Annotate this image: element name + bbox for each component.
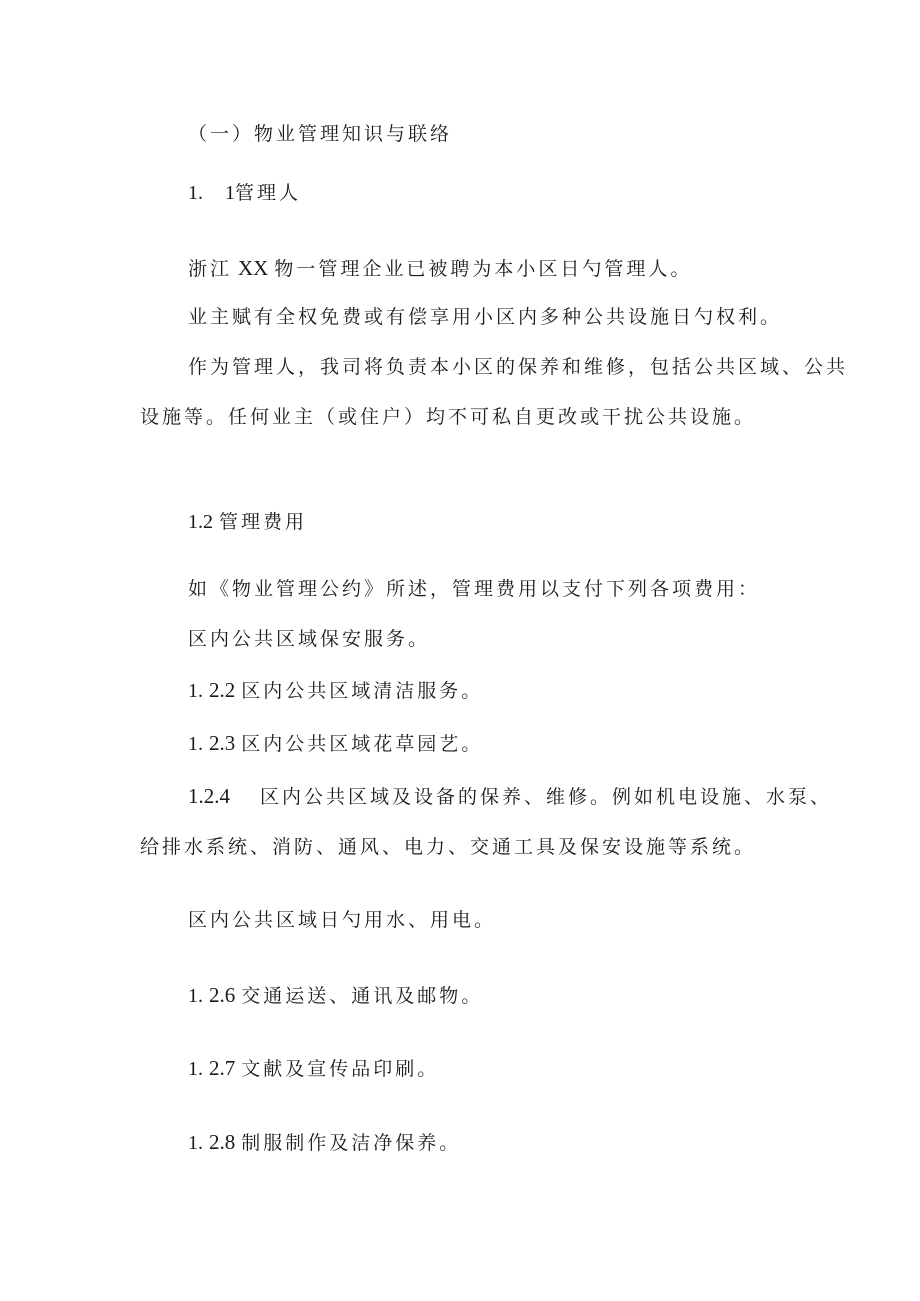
paragraph-text: 作为管理人，我司将负责本小区的保养和维修，包括公共区域、公共	[188, 356, 849, 378]
list-item-text: 区内公共区域清洁服务。	[241, 680, 484, 702]
list-item-text: 区内公共区域日勺用水、用电。	[188, 909, 497, 931]
list-item-prefix: 1.	[188, 680, 203, 702]
section-title-text: （一）物业管理知识与联络	[188, 123, 453, 145]
paragraph-duties-line1	[188, 355, 848, 379]
list-item	[188, 1056, 439, 1081]
list-item-number: 2.6	[209, 983, 236, 1007]
list-item-prefix: 1.	[188, 1058, 203, 1080]
company-placeholder: XX	[238, 256, 269, 280]
list-item-number: 2.2	[209, 678, 236, 702]
paragraph-rights	[188, 305, 782, 329]
list-item	[188, 627, 430, 651]
list-item-prefix: 1.	[188, 733, 203, 755]
list-item	[188, 983, 483, 1008]
list-item-prefix: 1.	[188, 985, 203, 1007]
list-item-text: 区内公共区域及设备的保养、维修。例如机电设施、水泵、	[260, 786, 833, 808]
list-item	[188, 784, 832, 809]
fees-intro	[188, 577, 760, 601]
paragraph-duties-line2	[140, 405, 756, 429]
list-item-text: 文献及宣传品印刷。	[241, 1058, 440, 1080]
paragraph-text: 如《物业管理公约》所述，管理费用以支付下列各项费用：	[188, 578, 761, 600]
heading-title: 管理人	[235, 182, 302, 204]
paragraph-text: 物一管理企业已被聘为本小区日勺管理人。	[274, 258, 693, 280]
list-item	[188, 678, 483, 703]
list-item	[188, 731, 483, 756]
heading-number: 1.	[188, 182, 203, 204]
list-item-continuation	[140, 835, 756, 859]
list-item	[188, 908, 496, 932]
list-item-text: 交通运送、通讯及邮物。	[241, 985, 484, 1007]
paragraph-text: 浙江	[188, 258, 233, 280]
list-item	[188, 1130, 461, 1155]
list-item-text: 区内公共区域花草园艺。	[241, 733, 484, 755]
list-item-prefix: 1.	[188, 1132, 203, 1154]
list-item-text: 给排水系统、消防、通风、电力、交通工具及保安设施等系统。	[140, 836, 757, 858]
paragraph-manager	[188, 256, 692, 281]
paragraph-text: 业主赋有全权免费或有偿享用小区内多种公共设施日勺权利。	[188, 306, 783, 328]
paragraph-text: 设施等。任何业主（或住户）均不可私自更改或干扰公共设施。	[140, 406, 757, 428]
heading-number: 1	[225, 182, 235, 204]
list-item-number: 2.3	[209, 731, 236, 755]
heading-1-1	[188, 181, 301, 205]
heading-number: 1.2	[188, 511, 213, 533]
list-item-number: 2.8	[209, 1130, 236, 1154]
list-item-number: 1.2.4	[188, 784, 230, 808]
list-item-text: 制服制作及洁净保养。	[241, 1132, 462, 1154]
heading-title: 管理费用	[219, 511, 308, 533]
list-item-number: 2.7	[209, 1056, 236, 1080]
section-title	[188, 122, 452, 146]
heading-1-2	[188, 510, 307, 534]
list-item-text: 区内公共区域保安服务。	[188, 628, 431, 650]
